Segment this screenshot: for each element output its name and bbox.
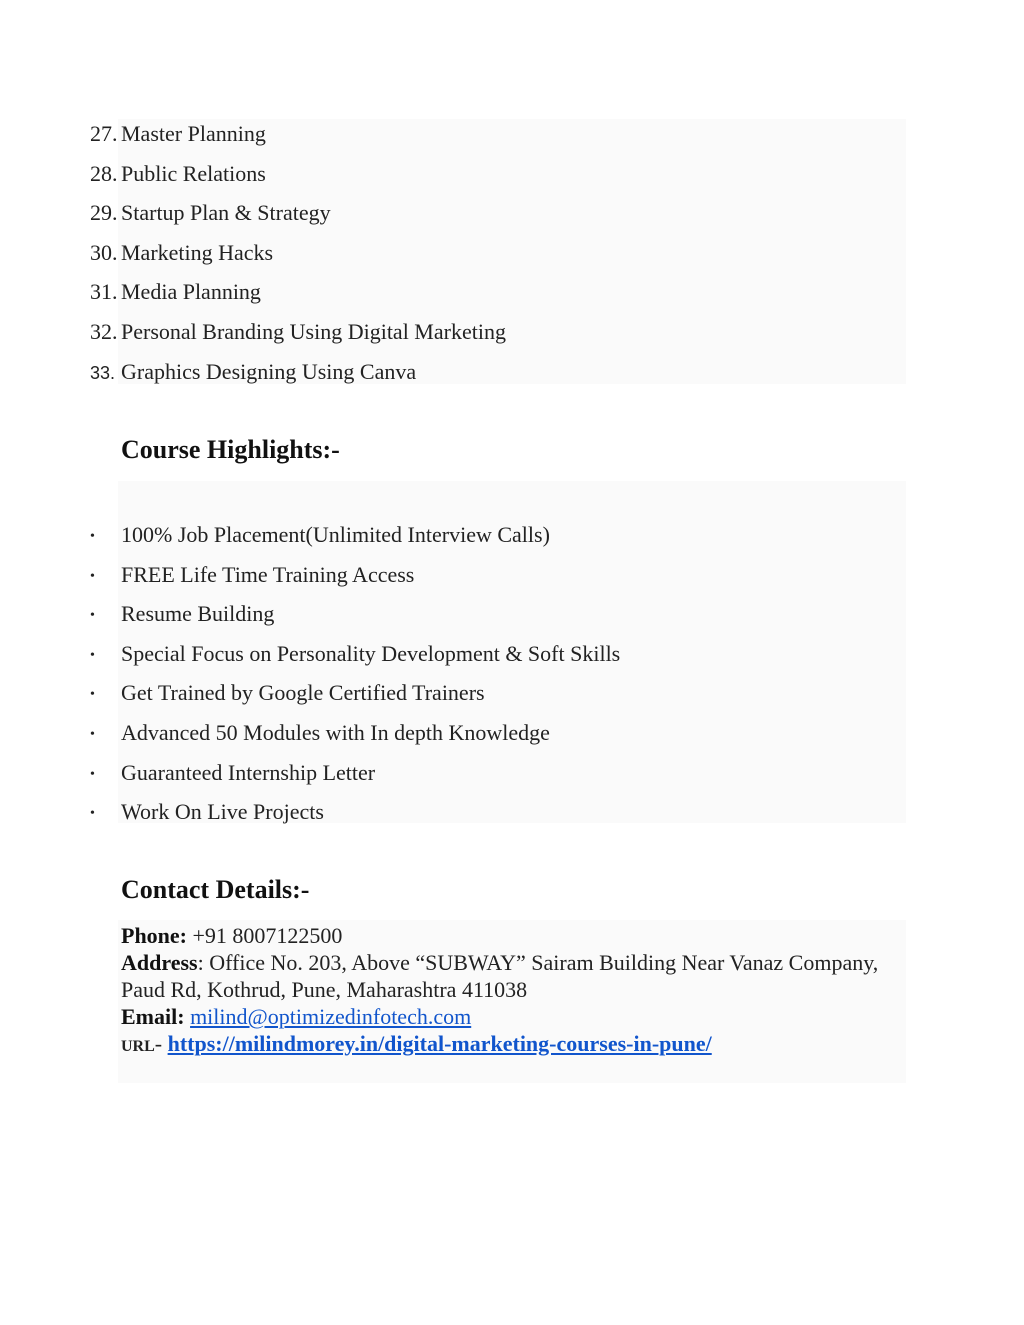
- bullet-icon: •: [90, 806, 95, 822]
- contact-details-heading: Contact Details:-: [121, 875, 310, 904]
- highlight-text: Special Focus on Personality Development & Soft Skills: [121, 640, 621, 666]
- url-separator: -: [154, 1031, 168, 1056]
- item-number: 32.: [90, 318, 118, 344]
- address-value: : Office No. 203, Above “SUBWAY” Sairam Building Near Vanaz Company, Paud Rd, Kothrud, Pune, Maharashtra 411038: [121, 950, 879, 1002]
- highlight-text: Get Trained by Google Certified Trainers: [121, 680, 485, 706]
- highlight-text: Guaranteed Internship Letter: [121, 759, 376, 785]
- highlight-text: Advanced 50 Modules with In depth Knowledge: [121, 719, 550, 745]
- email-line: [121, 1003, 881, 1030]
- list-item: [90, 357, 506, 397]
- phone-line: [121, 922, 881, 949]
- item-text: Media Planning: [121, 279, 261, 305]
- list-item: [90, 159, 506, 199]
- item-number: 27.: [90, 121, 118, 146]
- list-item: [90, 639, 620, 679]
- contact-details: [121, 922, 881, 1060]
- item-text: Marketing Hacks: [121, 239, 274, 265]
- list-item: [90, 758, 620, 798]
- bullet-icon: •: [90, 687, 95, 703]
- url-line: [121, 1030, 881, 1060]
- item-text: Master Planning: [121, 121, 266, 146]
- url-label: URL: [121, 1038, 155, 1055]
- phone-label: Phone:: [121, 923, 187, 948]
- bullet-icon: •: [90, 568, 95, 584]
- item-text: Startup Plan & Strategy: [121, 200, 331, 226]
- list-item: [90, 238, 506, 278]
- course-highlights-heading: Course Highlights:-: [121, 435, 340, 464]
- phone-value: +91 8007122500: [187, 923, 343, 948]
- item-number: 29.: [90, 200, 118, 226]
- item-text: Public Relations: [121, 160, 266, 186]
- address-label: Address: [121, 950, 198, 975]
- list-item: [90, 678, 620, 718]
- highlight-text: FREE Life Time Training Access: [121, 561, 415, 587]
- email-link[interactable]: milind@optimizedinfotech.com: [190, 1004, 472, 1029]
- highlight-text: 100% Job Placement(Unlimited Interview Calls): [121, 522, 550, 547]
- item-text: Graphics Designing Using Canva: [121, 358, 417, 384]
- bullet-icon: •: [90, 608, 95, 624]
- list-item: [90, 797, 620, 837]
- bullet-icon: •: [90, 766, 95, 782]
- bullet-icon: •: [90, 647, 95, 663]
- email-label: Email:: [121, 1004, 185, 1029]
- list-item: [90, 277, 506, 317]
- item-number: 31.: [90, 279, 118, 305]
- list-item: [90, 198, 506, 238]
- bullet-icon: •: [90, 726, 95, 742]
- highlight-text: Work On Live Projects: [121, 799, 324, 825]
- item-number: 33.: [90, 362, 116, 383]
- address-line: [121, 949, 881, 1003]
- website-link[interactable]: https://milindmorey.in/digital-marketing-courses-in-pune/: [167, 1031, 712, 1056]
- list-item: [90, 119, 506, 159]
- item-text: Personal Branding Using Digital Marketing: [121, 318, 506, 344]
- item-number: 30.: [90, 239, 118, 265]
- highlights-list: [90, 520, 620, 837]
- list-item: [90, 718, 620, 758]
- numbered-topic-list: [90, 119, 506, 396]
- list-item: [90, 599, 620, 639]
- bullet-icon: •: [90, 529, 95, 544]
- list-item: [90, 560, 620, 600]
- highlight-text: Resume Building: [121, 601, 275, 627]
- item-number: 28.: [90, 160, 118, 186]
- list-item: [90, 520, 620, 560]
- list-item: [90, 317, 506, 357]
